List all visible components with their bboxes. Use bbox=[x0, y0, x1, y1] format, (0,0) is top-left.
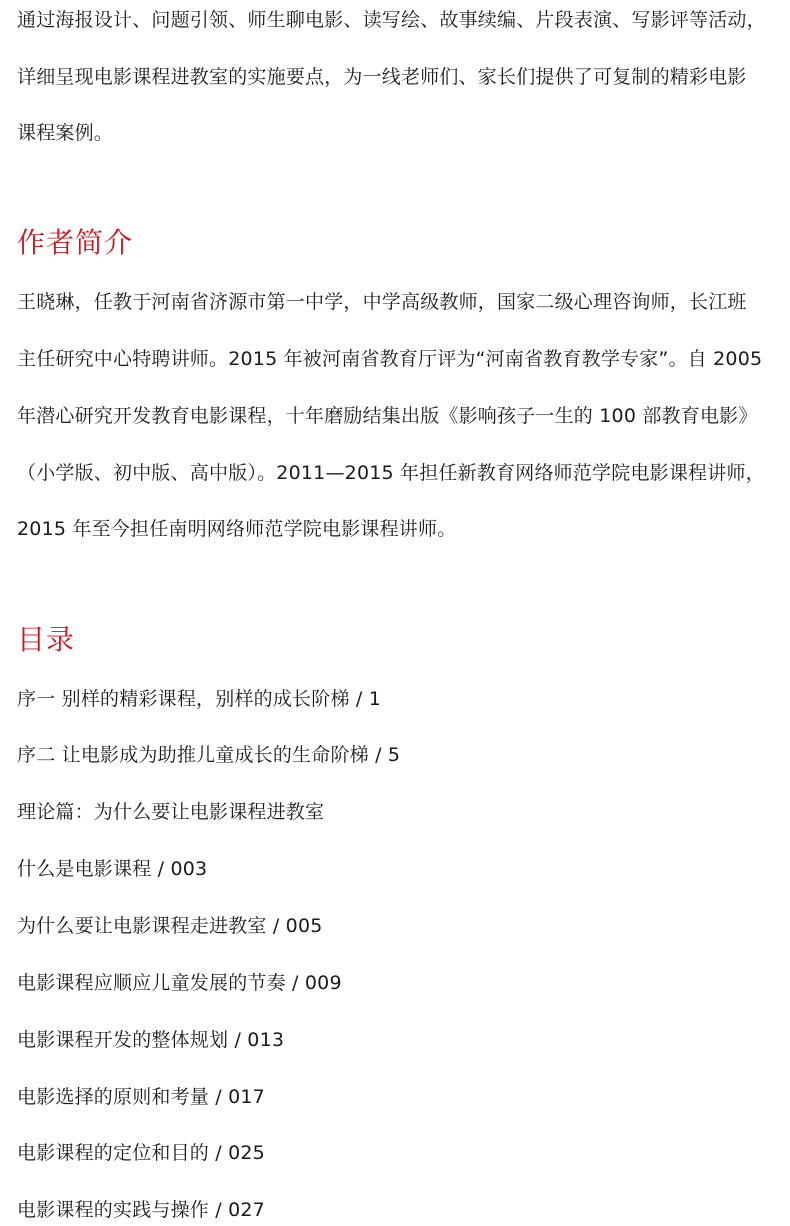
author-line: 2015 年至今担任南明网络师范学院电影课程讲师。 bbox=[17, 518, 457, 540]
toc-item: 电影选择的原则和考量 / 017 bbox=[17, 1086, 265, 1108]
author-heading: 作者简介 bbox=[17, 226, 134, 259]
author-line: 主任研究中心特聘讲师。2015 年被河南省教育厅评为“河南省教育教学专家”。自 2005 bbox=[17, 348, 763, 370]
toc-item: 为什么要让电影课程走进教室 / 005 bbox=[17, 915, 323, 937]
toc-item: 电影课程的实践与操作 / 027 bbox=[17, 1199, 265, 1221]
toc-heading: 目录 bbox=[17, 623, 76, 656]
intro-line: 详细呈现电影课程进教室的实施要点，为一线老师们、家长们提供了可复制的精彩电影 bbox=[17, 66, 747, 88]
toc-item: 电影课程的定位和目的 / 025 bbox=[17, 1142, 265, 1164]
toc-item: 电影课程应顺应儿童发展的节奏 / 009 bbox=[17, 972, 342, 994]
intro-line: 通过海报设计、问题引领、师生聊电影、读写绘、故事续编、片段表演、写影评等活动， bbox=[17, 9, 766, 31]
author-line: 年潜心研究开发教育电影课程，十年磨励结集出版《影响孩子一生的 100 部教育电影》 bbox=[17, 405, 758, 427]
author-line: （小学版、初中版、高中版）。2011—2015 年担任新教育网络师范学院电影课程讲师， bbox=[17, 462, 765, 484]
intro-line: 课程案例。 bbox=[17, 122, 114, 144]
toc-item: 电影课程开发的整体规划 / 013 bbox=[17, 1029, 285, 1051]
toc-item: 理论篇：为什么要让电影课程进教室 bbox=[17, 801, 325, 823]
toc-item: 序二 让电影成为助推儿童成长的生命阶梯 / 5 bbox=[17, 744, 401, 766]
toc-item: 什么是电影课程 / 003 bbox=[17, 858, 208, 880]
author-line: 王晓琳，任教于河南省济源市第一中学，中学高级教师，国家二级心理咨询师，长江班 bbox=[17, 291, 747, 313]
toc-item: 序一 别样的精彩课程，别样的成长阶梯 / 1 bbox=[17, 688, 382, 710]
